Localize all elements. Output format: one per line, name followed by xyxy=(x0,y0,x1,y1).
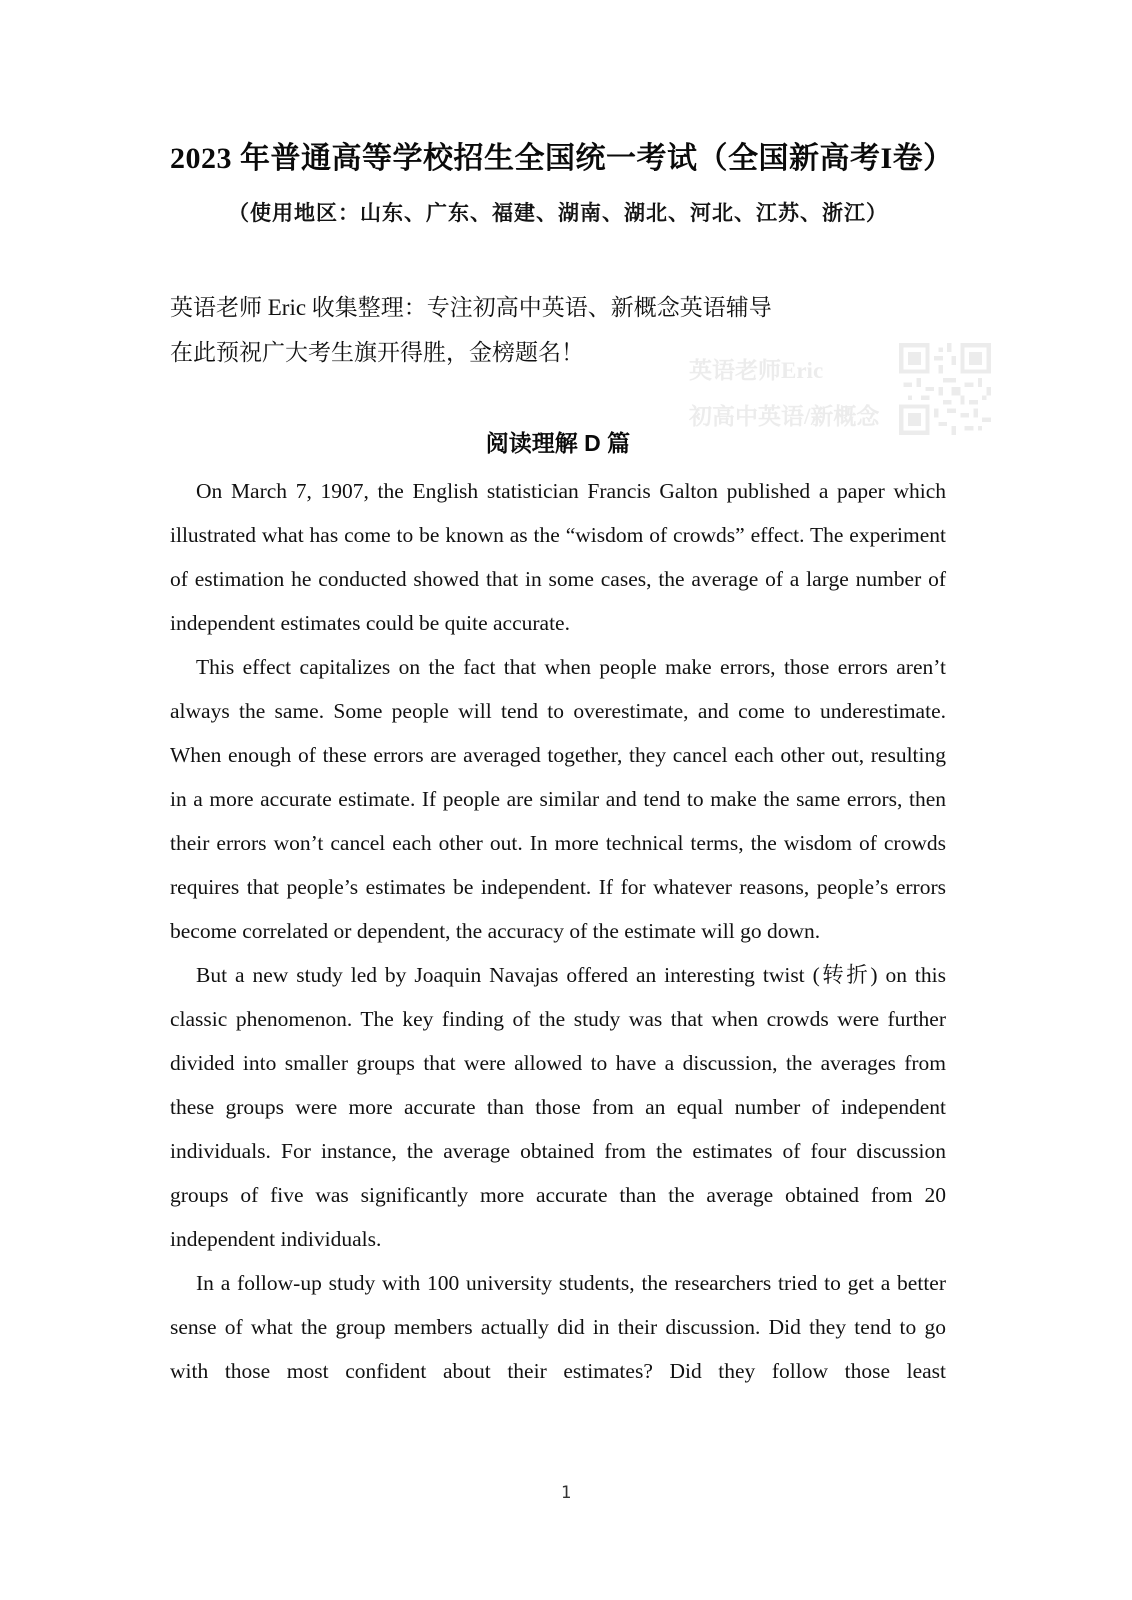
passage xyxy=(170,469,946,1393)
page-number: 1 xyxy=(560,1483,572,1503)
passage-paragraph: On March 7, 1907, the English statistician Francis Galton published a paper which illustrated what has come to be known as the “wisdom of crowds” effect. The experiment of estimation he conducted showed that in some cases, the average of a large number of independent estimates could be quite accurate. xyxy=(170,479,946,635)
section-heading: 阅读理解 D 篇 xyxy=(485,430,631,456)
watermark-text-line1: 英语老师Eric xyxy=(689,358,824,383)
editor-note-line1: 英语老师 Eric 收集整理：专注初高中英语、新概念英语辅导 xyxy=(170,295,772,320)
passage-paragraph: But a new study led by Joaquin Navajas offered an interesting twist (转折) on this classic phenomenon. The key finding of the study was that when crowds were further divided into smaller groups that were allowed to have a discussion, the averages from these groups were more accurate than those from an equal number of independent individuals. For instance, the average obtained from the estimates of four discussion groups of five was significantly more accurate than the average obtained from 20 independent individuals. xyxy=(170,963,946,1251)
page-title: 2023 年普通高等学校招生全国统一考试（全国新高考I卷） xyxy=(170,142,954,175)
editor-note-line2: 在此预祝广大考生旗开得胜，金榜题名！ xyxy=(170,340,584,365)
watermark-text-line2: 初高中英语/新概念 xyxy=(689,404,880,429)
page-subtitle: （使用地区：山东、广东、福建、湖南、湖北、河北、江苏、浙江） xyxy=(228,201,888,225)
editor-note xyxy=(170,285,946,375)
passage-paragraph: In a follow-up study with 100 university students, the researchers tried to get a better sense of what the group members actually did in their discussion. Did they tend to go with those most confident about their estimates? Did they follow those least xyxy=(170,1271,946,1383)
passage-paragraph: This effect capitalizes on the fact that when people make errors, those errors aren’t always the same. Some people will tend to overestimate, and come to underestimate. When enough of these errors are averaged together, they cancel each other out, resulting in a more accurate estimate. If people are similar and tend to make the same errors, then their errors won’t cancel each other out. In more technical terms, the wisdom of crowds requires that people’s estimates be independent. If for whatever reasons, people’s errors become correlated or dependent, the accuracy of the estimate will go down. xyxy=(170,655,946,943)
